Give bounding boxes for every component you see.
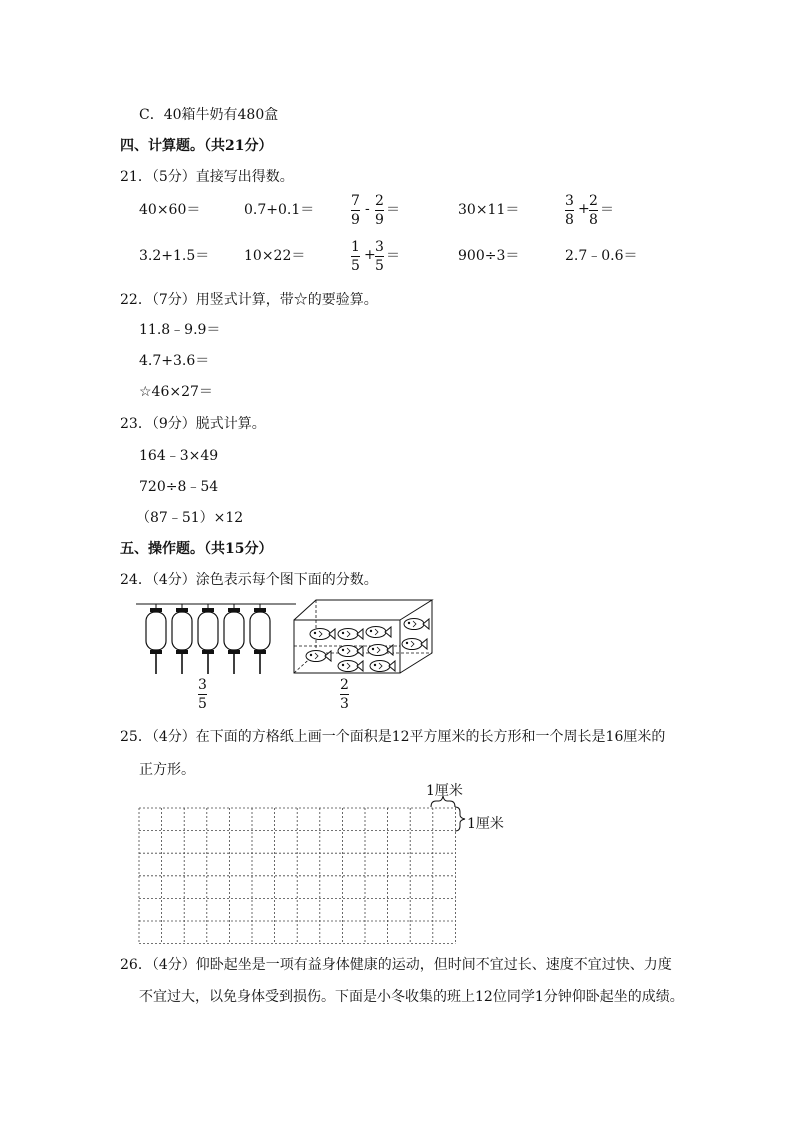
q21-fraction-a-1: [351, 193, 360, 228]
q21-fraction-b-1: [565, 193, 574, 228]
equals: ＝: [600, 202, 614, 218]
numerator: 2: [340, 677, 349, 693]
numerator: 3: [565, 193, 574, 209]
lantern: [146, 604, 166, 674]
fish-box-figure: [290, 598, 440, 678]
fish-icon: [370, 661, 395, 672]
q21-item-4: 30×11＝: [458, 202, 520, 218]
q21-item-1: 40×60＝: [139, 202, 201, 218]
numerator: 3: [198, 677, 207, 693]
lantern: [224, 604, 244, 674]
fish-icon: [338, 646, 363, 657]
section5-title: 五、操作题。（共15分）: [120, 541, 273, 557]
q24-fraction-2: [340, 677, 349, 712]
numerator: 2: [375, 193, 384, 209]
q21-fraction-b-2: [589, 193, 598, 228]
q25-header: 25．（4分）在下面的方格纸上画一个面积是12平方厘米的长方形和一个周长是16厘米的: [120, 729, 666, 745]
numerator: 3: [375, 239, 384, 255]
denominator: 9: [375, 212, 384, 228]
label-1cm-side: 1厘米: [467, 816, 504, 832]
denominator: 8: [565, 212, 574, 228]
operator: -: [365, 201, 370, 217]
q23-item-2: 720÷8﹣54: [139, 479, 219, 495]
q25-header-cont: 正方形。: [139, 762, 195, 778]
q23-header: 23．（9分）脱式计算。: [120, 416, 266, 432]
q22-header: 22．（7分）用竖式计算，带☆的要验算。: [120, 292, 378, 308]
numerator: 1: [351, 239, 360, 255]
q21-fraction-c-1: [351, 239, 360, 274]
denominator: 5: [351, 258, 360, 274]
label-1cm-top: 1厘米: [426, 783, 463, 799]
grid-paper: [138, 807, 456, 943]
q21-header: 21．（5分）直接写出得数。: [120, 169, 294, 185]
q24-header: 24．（4分）涂色表示每个图下面的分数。: [120, 572, 378, 588]
lanterns-figure: [136, 598, 298, 678]
fish-icon: [404, 619, 429, 630]
q21-item-6: 3.2+1.5＝: [139, 248, 210, 264]
q21-item-2: 0.7+0.1＝: [244, 202, 315, 218]
q23-item-1: 164﹣3×49: [139, 448, 219, 464]
q26-line-2: 不宜过大，以免身体受到损伤。下面是小冬收集的班上12位同学1分钟仰卧起坐的成绩。: [139, 989, 684, 1005]
q22-item-1: 11.8﹣9.9＝: [139, 322, 221, 338]
denominator: 9: [351, 212, 360, 228]
q23-item-3: （87﹣51）×12: [136, 510, 244, 526]
fish-icon: [402, 639, 427, 650]
q21-item-9: 900÷3＝: [458, 248, 520, 264]
q21-item-7: 10×22＝: [244, 248, 306, 264]
fish-icon: [310, 629, 335, 640]
lantern: [198, 604, 218, 674]
equals: ＝: [386, 248, 400, 264]
q24-fraction-1: [198, 677, 207, 712]
side-brace: [454, 806, 466, 832]
option-c: C．40箱牛奶有480盒: [139, 107, 279, 123]
numerator: 2: [589, 193, 598, 209]
denominator: 8: [589, 212, 598, 228]
equals: ＝: [386, 202, 400, 218]
operator: +: [578, 201, 590, 217]
fish-icon: [338, 629, 363, 640]
lantern: [250, 604, 270, 674]
denominator: 3: [340, 696, 349, 712]
q22-item-2: 4.7+3.6＝: [139, 353, 210, 369]
q26-line-1: 26．（4分）仰卧起坐是一项有益身体健康的运动，但时间不宜过长、速度不宜过快、力度: [120, 957, 672, 973]
operator: +: [364, 247, 376, 263]
section4-title: 四、计算题。（共21分）: [120, 138, 273, 154]
denominator: 5: [198, 696, 207, 712]
numerator: 7: [351, 193, 360, 209]
q21-item-10: 2.7﹣0.6＝: [565, 248, 638, 264]
q21-fraction-a-2: [375, 193, 384, 228]
fish-icon: [366, 627, 391, 638]
lantern: [172, 604, 192, 674]
q22-item-3: ☆46×27＝: [139, 384, 213, 400]
fish-icon: [306, 651, 331, 662]
q21-fraction-c-2: [375, 239, 384, 274]
fish-icon: [338, 661, 363, 672]
denominator: 5: [375, 258, 384, 274]
